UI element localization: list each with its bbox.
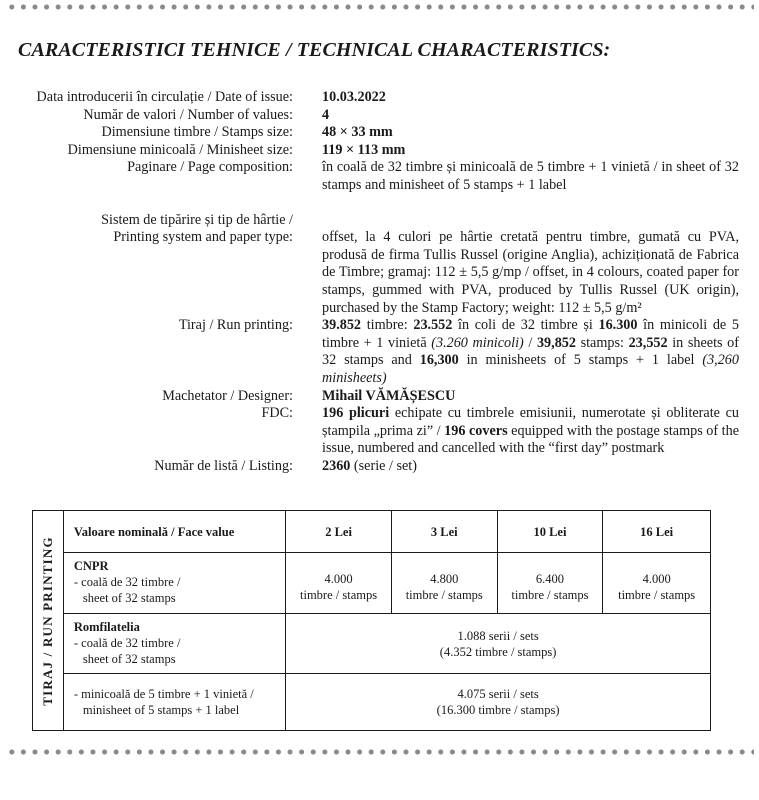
table-cell <box>391 553 497 614</box>
values-label: Număr de valori / Number of values: <box>83 106 293 123</box>
listing-text: (serie / set) <box>350 457 417 474</box>
column-header: 2 Lei <box>286 511 392 553</box>
page-title: CARACTERISTICI TEHNICE / TECHNICAL CHARACTERISTICS: <box>18 39 611 61</box>
table-row-cnpr <box>33 553 711 614</box>
designer-value: Mihail VĂMĂȘESCU <box>322 387 456 404</box>
printing-value: offset, la 4 culori pe hârtie cretată pentru timbre, gumată cu PVA, produsă de firma Tullis Russel (origine Anglia), achiziționată de Fabrica de Timbre; gramaj: 112 ± 5,5 g/mp / offset, in 4 colours, coated paper for stamps, gummed with PVA, produced by Tullis Russel (UK origin), purchased by the Stamp Factory; weight: 112 ± 5,5 g/m² <box>322 229 739 316</box>
romfilatelia-stamps: (4.352 timbre / stamps) <box>439 644 557 659</box>
size-value: 48 × 33 mm <box>322 124 393 141</box>
fdc-covers-en: 196 covers <box>444 422 508 439</box>
romfilatelia-cell <box>63 614 285 674</box>
minisheet-stamps: (16.300 timbre / stamps) <box>436 703 560 717</box>
fdc-covers-ro: 196 plicuri <box>322 405 390 422</box>
designer-label: Machetator / Designer: <box>162 387 293 404</box>
run-text: stamps: <box>575 334 629 351</box>
minisheet-sets: 4.075 serii / sets <box>457 687 539 701</box>
side-label: TIRAJ / RUN PRINTING <box>39 535 55 706</box>
run-text: timbre: <box>361 317 414 334</box>
row-printing <box>0 229 759 317</box>
row-date <box>0 89 759 107</box>
size-label: Dimensiune timbre / Stamps size: <box>101 124 293 141</box>
column-header: 3 Lei <box>391 511 497 553</box>
printing-label-line1: Sistem de tipărire și tip de hârtie / <box>101 211 293 228</box>
row-size <box>0 124 759 142</box>
column-header: 16 Lei <box>603 511 711 553</box>
fdc-text: equipped with the postage stamps of the issue, numbered and cancelled with the “first day” postmark <box>322 422 739 457</box>
page-label: Paginare / Page composition: <box>127 159 293 176</box>
dotted-border-top <box>6 4 754 10</box>
run-total-en: 39,852 <box>536 334 576 351</box>
minisheet-desc-line2: minisheet of 5 stamps + 1 label <box>82 703 240 717</box>
romfilatelia-sets: 1.088 serii / sets <box>457 628 539 643</box>
cnpr-desc-line1: - coală de 32 timbre / <box>73 575 181 589</box>
characteristics-list <box>0 89 759 475</box>
fdc-value <box>322 405 739 458</box>
table-cell <box>603 553 711 614</box>
cnpr-value: 6.400 <box>535 572 564 586</box>
run-text: în minicoli de 5 timbre + 1 vinietă <box>322 317 739 351</box>
table-row-minisheet <box>33 674 711 731</box>
page-value: în coală de 32 timbre și minicoală de 5 timbre + 1 vinietă / in sheet of 32 stamps and minisheet of 5 stamps + 1 label <box>322 159 739 193</box>
run-text: in minisheets of 5 stamps + 1 label <box>458 352 703 369</box>
face-value-header: Valoare nominală / Face value <box>63 511 285 553</box>
date-label: Data introducerii în circulație / Date of issue: <box>36 89 293 105</box>
row-page <box>0 159 759 194</box>
cnpr-desc-line2: sheet of 32 stamps <box>82 591 176 605</box>
minisheet-value: 119 × 113 mm <box>322 141 406 158</box>
row-values <box>0 107 759 125</box>
row-printing-label <box>0 212 759 230</box>
table-row-romfilatelia <box>33 614 711 674</box>
table-cell <box>497 553 603 614</box>
romfilatelia-value-cell <box>286 614 711 674</box>
listing-label: Număr de listă / Listing: <box>154 457 293 474</box>
run-minisheet-count-ro: (3.260 minicoli) <box>431 334 524 351</box>
minisheet-value-cell <box>286 674 711 731</box>
minisheet-desc-line1: - minicoală de 5 timbre + 1 vinietă / <box>73 687 254 701</box>
cnpr-cell <box>63 553 285 614</box>
run-value <box>322 317 739 387</box>
cnpr-unit: timbre / stamps <box>618 588 696 602</box>
row-listing <box>0 458 759 476</box>
run-sheets-en: 23,552 <box>628 334 668 351</box>
cnpr-value: 4.800 <box>430 572 459 586</box>
run-minisheets-en: 16,300 <box>419 352 459 369</box>
run-text: in sheets of 32 stamps and <box>322 334 739 369</box>
row-run <box>0 317 759 387</box>
side-label-cell <box>33 511 64 731</box>
dotted-border-bottom <box>6 749 754 755</box>
row-minisheet <box>0 142 759 160</box>
cnpr-unit: timbre / stamps <box>300 588 378 602</box>
printing-label-line2: Printing system and paper type: <box>113 229 293 246</box>
row-fdc <box>0 405 759 458</box>
cnpr-unit: timbre / stamps <box>511 588 589 602</box>
cnpr-name: CNPR <box>73 559 109 573</box>
run-sheets-ro: 23.552 <box>413 317 453 334</box>
fdc-label: FDC: <box>261 405 293 422</box>
run-minisheets-ro: 16.300 <box>598 317 638 334</box>
table-cell <box>286 553 392 614</box>
run-label: Tiraj / Run printing: <box>178 317 293 334</box>
fdc-text: echipate cu timbrele emisiunii, numerotate și obliterate cu ștampila „prima zi” / <box>322 405 739 439</box>
romfilatelia-name: Romfilatelia <box>73 620 140 634</box>
values-value: 4 <box>322 106 330 123</box>
cnpr-value: 4.000 <box>642 572 671 586</box>
romfilatelia-desc-line2: sheet of 32 stamps <box>82 652 176 666</box>
minisheet-label: Dimensiune minicoală / Minisheet size: <box>67 141 293 158</box>
run-text: / <box>523 334 537 351</box>
row-designer <box>0 388 759 406</box>
column-header: 10 Lei <box>497 511 603 553</box>
cnpr-unit: timbre / stamps <box>405 588 483 602</box>
romfilatelia-desc-line1: - coală de 32 timbre / <box>73 636 181 650</box>
cnpr-value: 4.000 <box>324 572 353 586</box>
run-printing-table <box>32 510 711 731</box>
date-value: 10.03.2022 <box>322 89 386 105</box>
listing-value <box>322 458 739 476</box>
run-text: în coli de 32 timbre și <box>452 317 599 334</box>
run-minisheet-count-en: (3,260 minisheets) <box>322 352 739 386</box>
listing-number: 2360 <box>322 457 351 474</box>
minisheet-cell <box>63 674 285 731</box>
table-header-row <box>33 511 711 553</box>
run-total-ro: 39.852 <box>322 317 362 334</box>
